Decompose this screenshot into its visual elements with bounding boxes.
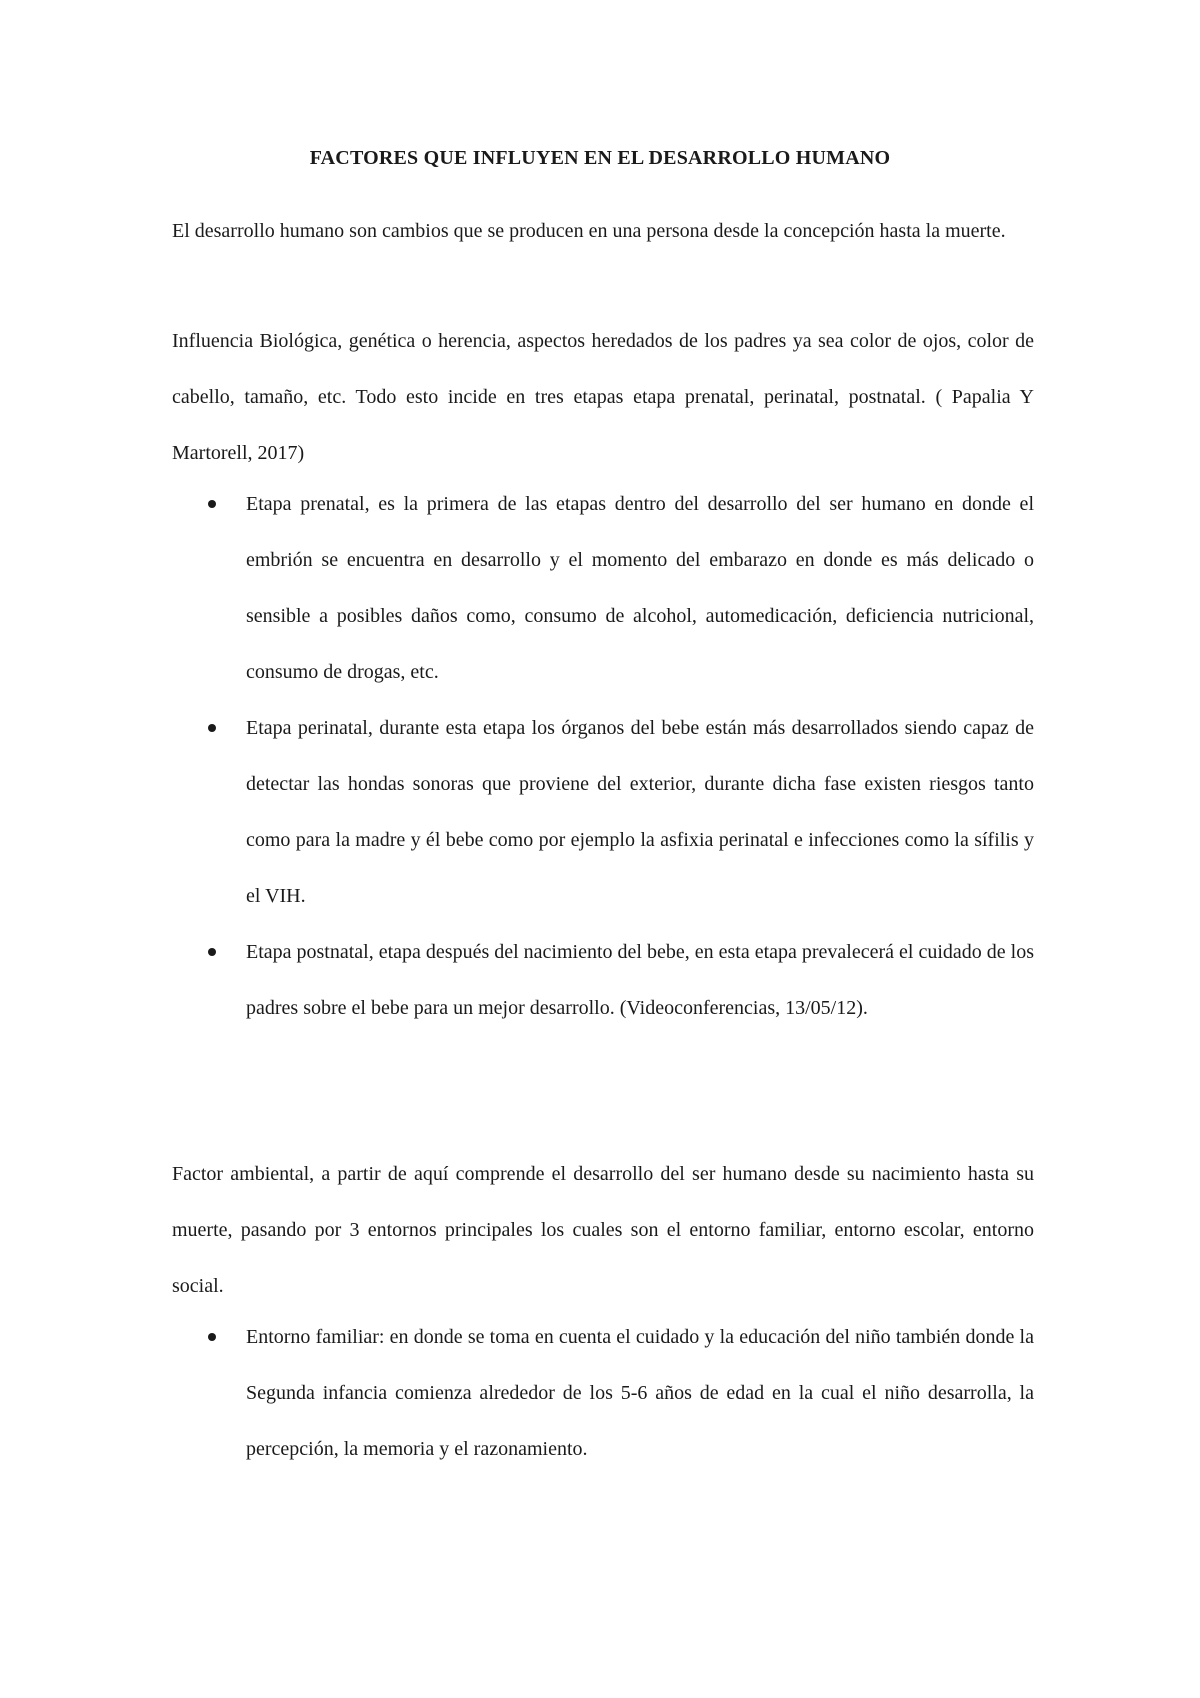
bullet-icon: [208, 948, 216, 956]
stage-perinatal-text: Etapa perinatal, durante esta etapa los órganos del bebe están más desarrollados siendo capaz de detectar las hondas sonoras que proviene del exterior, durante dicha fase existen riesgos tanto como para la madre y él bebe como por ejemplo la asfixia perinatal e infecciones como la sífilis y el VIH.: [246, 717, 1034, 907]
environmental-paragraph: Factor ambiental, a partir de aquí comprende el desarrollo del ser humano desde su nacimiento hasta su muerte, pasando por 3 entornos principales los cuales son el entorno familiar, entorno escolar, entorno social.: [172, 1163, 1034, 1297]
stage-postnatal-text: Etapa postnatal, etapa después del nacimiento del bebe, en esta etapa prevalecerá el cuidado de los padres sobre el bebe para un mejor desarrollo. (Videoconferencias, 13/05/12).: [246, 941, 1034, 1019]
environments-list: [172, 1309, 1034, 1477]
bullet-icon: [208, 1333, 216, 1341]
biological-paragraph: Influencia Biológica, genética o herencia, aspectos heredados de los padres ya sea color de ojos, color de cabello, tamaño, etc. Todo esto incide en tres etapas etapa prenatal, perinatal, postnatal. ( Papalia Y Martorell, 2017): [172, 330, 1034, 464]
intro-paragraph: El desarrollo humano son cambios que se producen en una persona desde la concepción hasta la muerte.: [172, 220, 1006, 242]
document-title: FACTORES QUE INFLUYEN EN EL DESARROLLO HUMANO: [309, 147, 891, 169]
environment-familiar-text: Entorno familiar: en donde se toma en cuenta el cuidado y la educación del niño también donde la Segunda infancia comienza alrededor de los 5-6 años de edad en la cual el niño desarrolla, la percepción, la memoria y el razonamiento.: [246, 1326, 1034, 1460]
bullet-icon: [208, 724, 216, 732]
bullet-icon: [208, 500, 216, 508]
list-item: [172, 1309, 1034, 1477]
list-item: [172, 924, 1034, 1036]
list-item: [172, 476, 1034, 700]
list-item: [172, 700, 1034, 924]
stages-list: [172, 476, 1034, 1036]
stage-prenatal-text: Etapa prenatal, es la primera de las etapas dentro del desarrollo del ser humano en donde el embrión se encuentra en desarrollo y el momento del embarazo en donde es más delicado o sensible a posibles daños como, consumo de alcohol, automedicación, deficiencia nutricional, consumo de drogas, etc.: [246, 493, 1034, 683]
